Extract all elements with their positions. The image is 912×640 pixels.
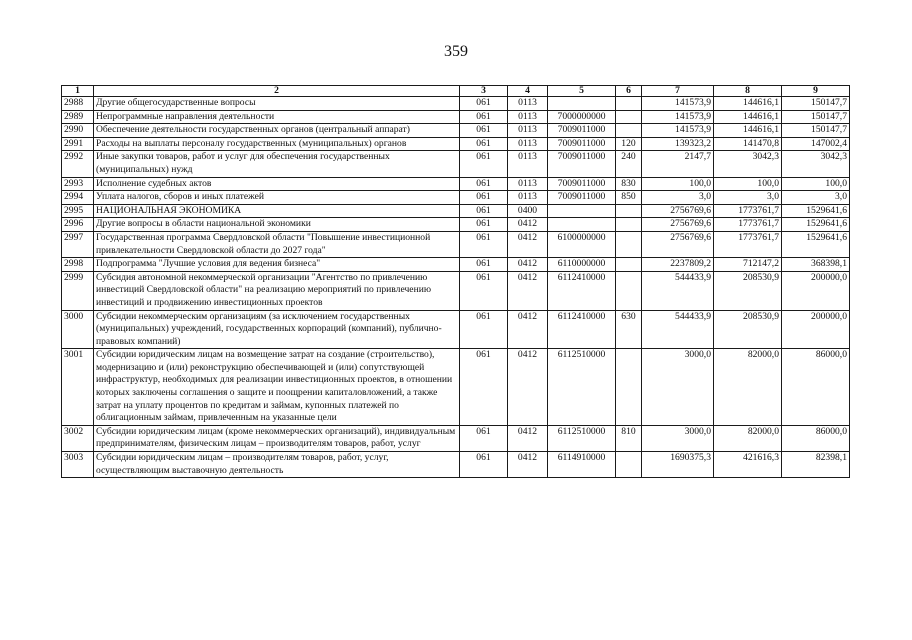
table-row <box>62 177 850 191</box>
expense-type-code-cell <box>616 218 642 232</box>
department-code-cell: 061 <box>460 452 508 478</box>
amount-col8-cell: 208530,9 <box>714 271 782 310</box>
item-name-cell: Подпрограмма "Лучшие условия для ведения бизнеса" <box>94 258 460 272</box>
amount-col8-cell: 3,0 <box>714 191 782 205</box>
amount-col7-cell: 3000,0 <box>642 425 714 451</box>
expense-type-code-cell: 850 <box>616 191 642 205</box>
amount-col8-cell: 82000,0 <box>714 425 782 451</box>
item-name-cell: Государственная программа Свердловской области "Повышение инвестиционной привлекательности Свердловской области до 2027 года" <box>94 231 460 257</box>
expense-type-code-cell: 120 <box>616 137 642 151</box>
expense-type-code-cell <box>616 452 642 478</box>
department-code-cell: 061 <box>460 137 508 151</box>
header-row <box>62 86 850 97</box>
row-number-cell: 3003 <box>62 452 94 478</box>
department-code-cell: 061 <box>460 218 508 232</box>
section-code-cell: 0113 <box>508 151 548 177</box>
section-code-cell: 0113 <box>508 97 548 111</box>
department-code-cell: 061 <box>460 310 508 349</box>
item-name-cell: Субсидии юридическим лицам на возмещение затрат на создание (строительство), модернизацию и (или) реконструкцию обеспечивающей и (или) сопутствующей инфраструктур, необходимых для реализации инвестиционных проектов, в отношении которых заключены соглашения о защите и поощрении капиталовложений, а также затрат на уплату процентов по кредитам и займам, купонных платежей по облигационным займам, привлеченным на указанные цели <box>94 349 460 426</box>
amount-col7-cell: 2147,7 <box>642 151 714 177</box>
expense-type-code-cell: 630 <box>616 310 642 349</box>
section-code-cell: 0113 <box>508 110 548 124</box>
expense-type-code-cell <box>616 110 642 124</box>
target-article-code-cell <box>548 218 616 232</box>
column-header: 1 <box>62 86 94 97</box>
amount-col7-cell: 544433,9 <box>642 310 714 349</box>
table-row <box>62 349 850 426</box>
column-header: 5 <box>548 86 616 97</box>
section-code-cell: 0412 <box>508 349 548 426</box>
amount-col9-cell: 3042,3 <box>782 151 850 177</box>
expense-type-code-cell <box>616 231 642 257</box>
item-name-cell: Обеспечение деятельности государственных органов (центральный аппарат) <box>94 124 460 138</box>
amount-col9-cell: 82398,1 <box>782 452 850 478</box>
section-code-cell: 0412 <box>508 218 548 232</box>
section-code-cell: 0412 <box>508 310 548 349</box>
target-article-code-cell: 6112410000 <box>548 310 616 349</box>
column-header: 9 <box>782 86 850 97</box>
item-name-cell: Расходы на выплаты персоналу государственных (муниципальных) органов <box>94 137 460 151</box>
table-row <box>62 258 850 272</box>
target-article-code-cell: 6114910000 <box>548 452 616 478</box>
row-number-cell: 2996 <box>62 218 94 232</box>
item-name-cell: Непрограммные направления деятельности <box>94 110 460 124</box>
item-name-cell: Субсидии юридическим лицам – производителям товаров, работ, услуг, осуществляющим выставочную деятельность <box>94 452 460 478</box>
row-number-cell: 2997 <box>62 231 94 257</box>
table-body <box>62 97 850 478</box>
row-number-cell: 3002 <box>62 425 94 451</box>
expense-type-code-cell <box>616 258 642 272</box>
amount-col8-cell: 712147,2 <box>714 258 782 272</box>
page-number: 359 <box>444 43 468 60</box>
amount-col8-cell: 421616,3 <box>714 452 782 478</box>
target-article-code-cell <box>548 97 616 111</box>
amount-col7-cell: 141573,9 <box>642 110 714 124</box>
target-article-code-cell: 6100000000 <box>548 231 616 257</box>
section-code-cell: 0113 <box>508 191 548 205</box>
department-code-cell: 061 <box>460 124 508 138</box>
column-header: 2 <box>94 86 460 97</box>
item-name-cell: Субсидии юридическим лицам (кроме некоммерческих организаций), индивидуальным предпринимателям, физическим лицам – производителям товаров, работ, услуг <box>94 425 460 451</box>
expense-type-code-cell: 810 <box>616 425 642 451</box>
expense-type-code-cell <box>616 124 642 138</box>
amount-col9-cell: 200000,0 <box>782 310 850 349</box>
table-row <box>62 452 850 478</box>
item-name-cell: Иные закупки товаров, работ и услуг для обеспечения государственных (муниципальных) нужд <box>94 151 460 177</box>
expense-type-code-cell <box>616 271 642 310</box>
amount-col8-cell: 208530,9 <box>714 310 782 349</box>
amount-col9-cell: 150147,7 <box>782 110 850 124</box>
amount-col9-cell: 1529641,6 <box>782 218 850 232</box>
department-code-cell: 061 <box>460 258 508 272</box>
amount-col7-cell: 139323,2 <box>642 137 714 151</box>
row-number-cell: 2999 <box>62 271 94 310</box>
department-code-cell: 061 <box>460 177 508 191</box>
table-row <box>62 151 850 177</box>
department-code-cell: 061 <box>460 97 508 111</box>
target-article-code-cell: 7009011000 <box>548 124 616 138</box>
table-row <box>62 271 850 310</box>
amount-col7-cell: 3,0 <box>642 191 714 205</box>
section-code-cell: 0400 <box>508 204 548 218</box>
column-header: 7 <box>642 86 714 97</box>
table-row <box>62 204 850 218</box>
amount-col7-cell: 3000,0 <box>642 349 714 426</box>
section-code-cell: 0412 <box>508 271 548 310</box>
amount-col9-cell: 1529641,6 <box>782 231 850 257</box>
amount-col8-cell: 144616,1 <box>714 124 782 138</box>
department-code-cell: 061 <box>460 271 508 310</box>
row-number-cell: 2992 <box>62 151 94 177</box>
amount-col8-cell: 144616,1 <box>714 97 782 111</box>
amount-col7-cell: 100,0 <box>642 177 714 191</box>
table-row <box>62 191 850 205</box>
target-article-code-cell: 6112510000 <box>548 349 616 426</box>
amount-col8-cell: 1773761,7 <box>714 218 782 232</box>
row-number-cell: 3000 <box>62 310 94 349</box>
amount-col7-cell: 1690375,3 <box>642 452 714 478</box>
expense-type-code-cell <box>616 204 642 218</box>
section-code-cell: 0412 <box>508 425 548 451</box>
amount-col7-cell: 141573,9 <box>642 124 714 138</box>
target-article-code-cell: 7009011000 <box>548 137 616 151</box>
expense-type-code-cell <box>616 97 642 111</box>
column-header: 6 <box>616 86 642 97</box>
amount-col8-cell: 3042,3 <box>714 151 782 177</box>
target-article-code-cell: 7009011000 <box>548 191 616 205</box>
section-code-cell: 0113 <box>508 177 548 191</box>
table-row <box>62 231 850 257</box>
amount-col8-cell: 144616,1 <box>714 110 782 124</box>
amount-col9-cell: 147002,4 <box>782 137 850 151</box>
expense-type-code-cell: 240 <box>616 151 642 177</box>
table-row <box>62 425 850 451</box>
item-name-cell: Субсидии некоммерческим организациям (за исключением государственных (муниципальных) учреждений, государственных корпораций (компаний), публично-правовых компаний) <box>94 310 460 349</box>
column-header: 4 <box>508 86 548 97</box>
row-number-cell: 2995 <box>62 204 94 218</box>
amount-col7-cell: 141573,9 <box>642 97 714 111</box>
table-row <box>62 124 850 138</box>
expense-type-code-cell: 830 <box>616 177 642 191</box>
section-code-cell: 0113 <box>508 137 548 151</box>
row-number-cell: 2988 <box>62 97 94 111</box>
amount-col8-cell: 141470,8 <box>714 137 782 151</box>
row-number-cell: 2991 <box>62 137 94 151</box>
department-code-cell: 061 <box>460 151 508 177</box>
section-code-cell: 0412 <box>508 452 548 478</box>
section-code-cell: 0113 <box>508 124 548 138</box>
section-code-cell: 0412 <box>508 231 548 257</box>
amount-col8-cell: 100,0 <box>714 177 782 191</box>
table-row <box>62 97 850 111</box>
row-number-cell: 2989 <box>62 110 94 124</box>
target-article-code-cell: 7009011000 <box>548 177 616 191</box>
target-article-code-cell: 6112510000 <box>548 425 616 451</box>
item-name-cell: Другие общегосударственные вопросы <box>94 97 460 111</box>
target-article-code-cell: 6112410000 <box>548 271 616 310</box>
department-code-cell: 061 <box>460 425 508 451</box>
amount-col9-cell: 100,0 <box>782 177 850 191</box>
amount-col7-cell: 544433,9 <box>642 271 714 310</box>
amount-col9-cell: 86000,0 <box>782 349 850 426</box>
amount-col8-cell: 82000,0 <box>714 349 782 426</box>
amount-col9-cell: 150147,7 <box>782 124 850 138</box>
row-number-cell: 2990 <box>62 124 94 138</box>
column-header: 8 <box>714 86 782 97</box>
section-code-cell: 0412 <box>508 258 548 272</box>
item-name-cell: Другие вопросы в области национальной экономики <box>94 218 460 232</box>
amount-col7-cell: 2756769,6 <box>642 204 714 218</box>
table-row <box>62 137 850 151</box>
amount-col9-cell: 368398,1 <box>782 258 850 272</box>
budget-table <box>61 85 850 478</box>
target-article-code-cell: 7009011000 <box>548 151 616 177</box>
department-code-cell: 061 <box>460 349 508 426</box>
table-row <box>62 310 850 349</box>
amount-col8-cell: 1773761,7 <box>714 204 782 218</box>
department-code-cell: 061 <box>460 191 508 205</box>
row-number-cell: 2994 <box>62 191 94 205</box>
item-name-cell: НАЦИОНАЛЬНАЯ ЭКОНОМИКА <box>94 204 460 218</box>
amount-col7-cell: 2756769,6 <box>642 218 714 232</box>
amount-col7-cell: 2756769,6 <box>642 231 714 257</box>
target-article-code-cell: 7000000000 <box>548 110 616 124</box>
amount-col9-cell: 3,0 <box>782 191 850 205</box>
item-name-cell: Субсидия автономной некоммерческой организации "Агентство по привлечению инвестиций Свердловской области" на реализацию мероприятий по привлечению инвестиций и продвижению инвестиционных проектов <box>94 271 460 310</box>
department-code-cell: 061 <box>460 204 508 218</box>
item-name-cell: Исполнение судебных актов <box>94 177 460 191</box>
row-number-cell: 2993 <box>62 177 94 191</box>
amount-col9-cell: 86000,0 <box>782 425 850 451</box>
amount-col9-cell: 150147,7 <box>782 97 850 111</box>
column-header: 3 <box>460 86 508 97</box>
department-code-cell: 061 <box>460 231 508 257</box>
row-number-cell: 2998 <box>62 258 94 272</box>
amount-col8-cell: 1773761,7 <box>714 231 782 257</box>
table-row <box>62 218 850 232</box>
expense-type-code-cell <box>616 349 642 426</box>
amount-col9-cell: 200000,0 <box>782 271 850 310</box>
target-article-code-cell: 6110000000 <box>548 258 616 272</box>
row-number-cell: 3001 <box>62 349 94 426</box>
amount-col7-cell: 2237809,2 <box>642 258 714 272</box>
target-article-code-cell <box>548 204 616 218</box>
table-row <box>62 110 850 124</box>
department-code-cell: 061 <box>460 110 508 124</box>
item-name-cell: Уплата налогов, сборов и иных платежей <box>94 191 460 205</box>
amount-col9-cell: 1529641,6 <box>782 204 850 218</box>
